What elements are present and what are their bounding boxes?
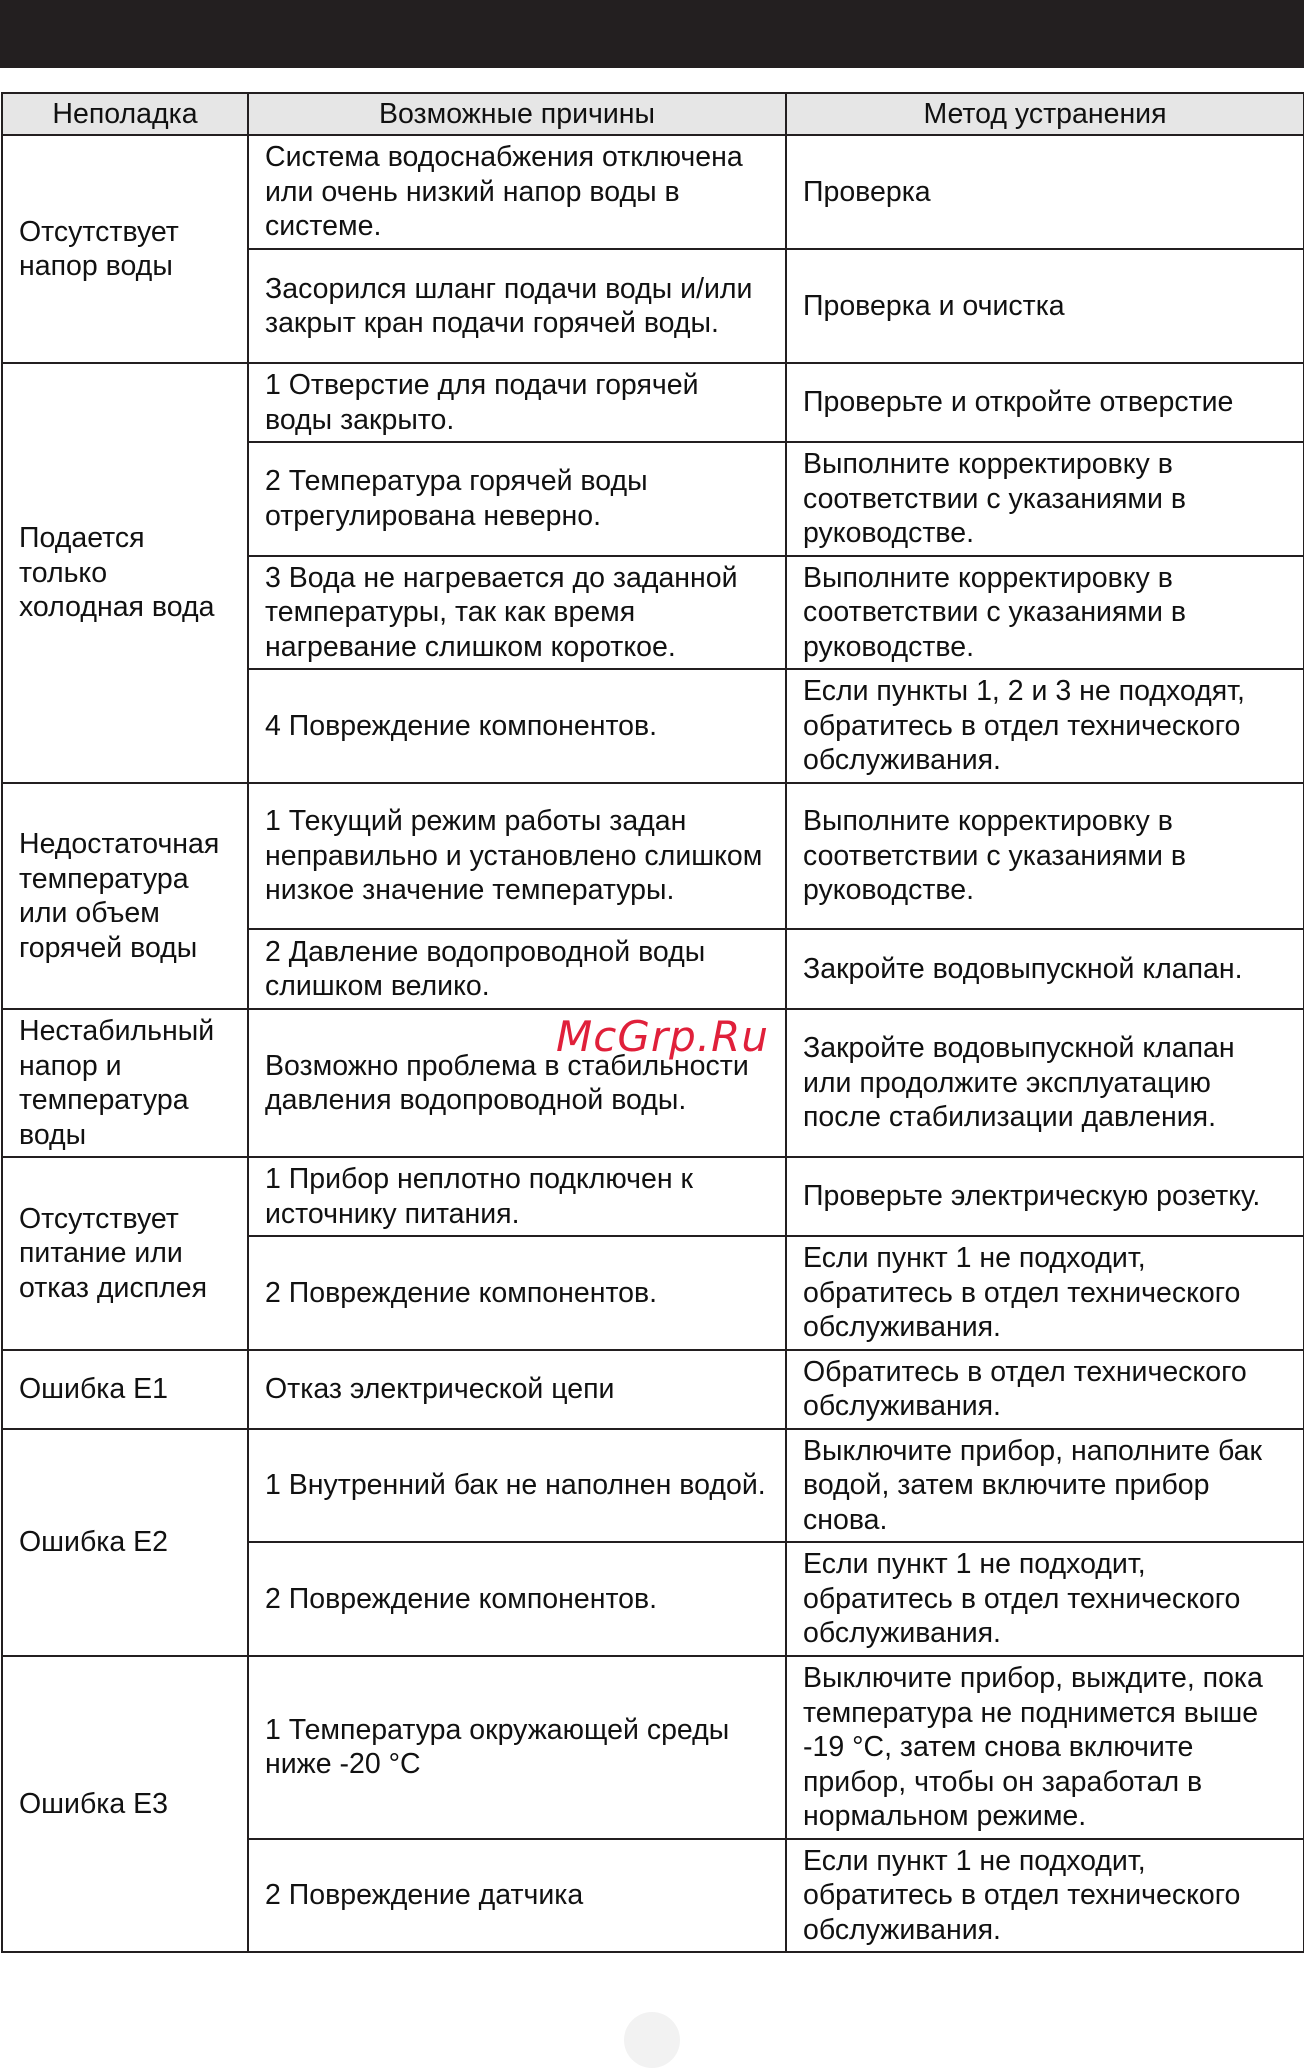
fix-cell: Проверка и очистка	[786, 249, 1304, 363]
table-row	[2, 135, 1304, 249]
fix-cell: Если пункт 1 не подходит, обратитесь в отдел технического обслуживания.	[786, 1542, 1304, 1656]
table-row	[2, 1429, 1304, 1543]
problem-cell: Ошибка E1	[2, 1350, 248, 1429]
header-problem: Неполадка	[2, 93, 248, 135]
cause-cell: Отказ электрической цепи	[248, 1350, 786, 1429]
cause-cell: 2 Давление водопроводной воды слишком велико.	[248, 929, 786, 1009]
cause-cell: 2 Повреждение компонентов.	[248, 1542, 786, 1656]
fix-cell: Закройте водовыпускной клапан.	[786, 929, 1304, 1009]
fix-cell: Если пункт 1 не подходит, обратитесь в отдел технического обслуживания.	[786, 1236, 1304, 1350]
cause-cell: 2 Повреждение датчика	[248, 1839, 786, 1953]
fix-cell: Закройте водовыпускной клапан или продолжите эксплуатацию после стабилизации давления.	[786, 1009, 1304, 1157]
cause-cell: 4 Повреждение компонентов.	[248, 669, 786, 783]
fix-cell: Проверка	[786, 135, 1304, 249]
cause-cell: 1 Отверстие для подачи горячей воды закрыто.	[248, 363, 786, 442]
header-cause: Возможные причины	[248, 93, 786, 135]
cause-cell: 1 Температура окружающей среды ниже -20 °C	[248, 1656, 786, 1839]
cause-cell: Система водоснабжения отключена или очень низкий напор воды в системе.	[248, 135, 786, 249]
cause-cell: 3 Вода не нагревается до заданной температуры, так как время нагревание слишком короткое.	[248, 556, 786, 670]
table-row	[2, 783, 1304, 929]
fix-cell: Если пункты 1, 2 и 3 не подходят, обратитесь в отдел технического обслуживания.	[786, 669, 1304, 783]
cause-cell: 2 Повреждение компонентов.	[248, 1236, 786, 1350]
cause-cell: 1 Текущий режим работы задан неправильно и установлено слишком низкое значение температуры.	[248, 783, 786, 929]
fix-cell: Проверьте и откройте отверстие	[786, 363, 1304, 442]
cause-cell: 1 Прибор неплотно подключен к источнику питания.	[248, 1157, 786, 1236]
problem-cell: Отсутствует питание или отказ дисплея	[2, 1157, 248, 1350]
table-header-row	[2, 93, 1304, 135]
fix-cell: Выполните корректировку в соответствии с указаниями в руководстве.	[786, 783, 1304, 929]
fix-cell: Обратитесь в отдел технического обслуживания.	[786, 1350, 1304, 1429]
cause-cell: 2 Температура горячей воды отрегулирована неверно.	[248, 442, 786, 556]
cause-cell: 1 Внутренний бак не наполнен водой.	[248, 1429, 786, 1543]
top-bar	[0, 0, 1304, 68]
table-row	[2, 363, 1304, 442]
page-number-circle	[624, 2012, 680, 2068]
problem-cell: Отсутствует напор воды	[2, 135, 248, 363]
fix-cell: Выполните корректировку в соответствии с указаниями в руководстве.	[786, 556, 1304, 670]
fix-cell: Если пункт 1 не подходит, обратитесь в отдел технического обслуживания.	[786, 1839, 1304, 1953]
problem-cell: Недостаточная температура или объем горячей воды	[2, 783, 248, 1009]
table-row	[2, 1157, 1304, 1236]
fix-cell: Проверьте электрическую розетку.	[786, 1157, 1304, 1236]
problem-cell: Подается только холодная вода	[2, 363, 248, 783]
fix-cell: Выполните корректировку в соответствии с указаниями в руководстве.	[786, 442, 1304, 556]
watermark-text: McGrp.Ru	[556, 1012, 769, 1061]
fix-cell: Выключите прибор, наполните бак водой, затем включите прибор снова.	[786, 1429, 1304, 1543]
problem-cell: Ошибка E2	[2, 1429, 248, 1657]
fix-cell: Выключите прибор, выждите, пока температура не поднимется выше -19 °C, затем снова включите прибор, чтобы он заработал в нормальном режиме.	[786, 1656, 1304, 1839]
table-row	[2, 1350, 1304, 1429]
cause-cell: Возможно проблема в стабильности давления водопроводной воды.	[248, 1009, 786, 1157]
problem-cell: Ошибка E3	[2, 1656, 248, 1952]
problem-cell: Нестабильный напор и температура воды	[2, 1009, 248, 1157]
header-fix: Метод устранения	[786, 93, 1304, 135]
cause-cell: Засорился шланг подачи воды и/или закрыт кран подачи горячей воды.	[248, 249, 786, 363]
table-row	[2, 1656, 1304, 1839]
